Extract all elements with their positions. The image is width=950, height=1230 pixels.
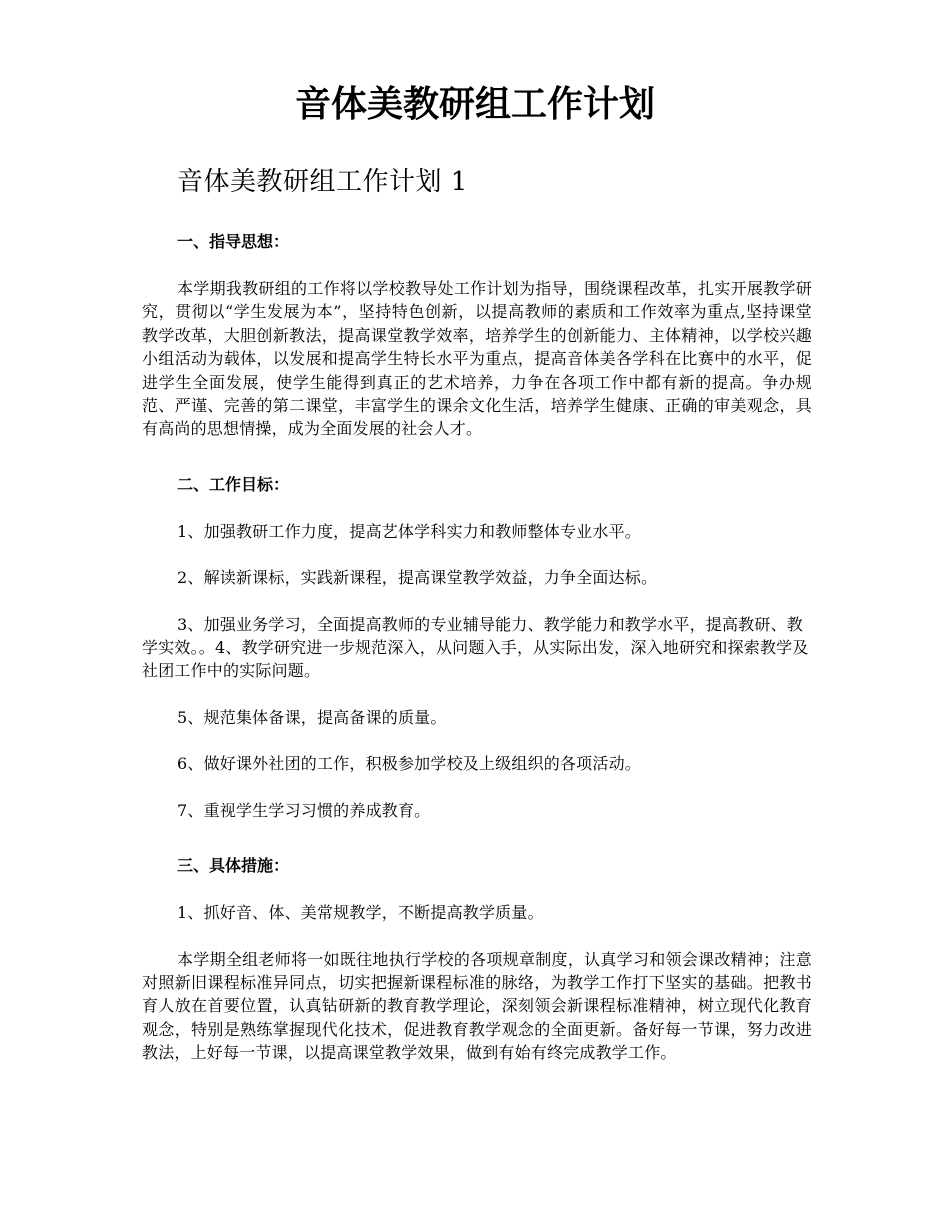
measures-paragraph: 本学期全组老师将一如既往地执行学校的各项规章制度，认真学习和领会课改精神；注意对照新旧课程标准异同点，切实把握新课程标准的脉络，为教学工作打下坚实的基础。把教书育人放在首要位置，认真钻研新的教育教学理论，深刻领会新课程标准精神，树立现代化教育观念，特别是熟练掌握现代化技术，促进教育教学观念的全面更新。备好每一节课，努力改进教法，上好每一节课，以提高课堂教学效果，做到有始有终完成教学工作。 — [142, 949, 812, 1063]
document-body — [142, 162, 812, 1065]
goal-item-3: 3、加强业务学习，全面提高教师的专业辅导能力、教学能力和教学水平，提高教研、教学实效。。4、教学研究进一步规范深入，从问题入手，从实际出发，深入地研究和探索教学及社团工作中的实际问题。 — [142, 614, 809, 681]
goal-item-6: 6、做好课外社团的工作，积极参加学校及上级组织的各项活动。 — [177, 754, 641, 774]
section-heading-measures: 三、具体措施： — [177, 856, 290, 876]
section-heading-guiding-ideology: 一、指导思想： — [177, 232, 290, 251]
goal-item-5: 5、规范集体备课，提高备课的质量。 — [177, 707, 447, 727]
goal-item-7: 7、重视学生学习习惯的养成教育。 — [177, 800, 431, 820]
document-title: 音体美教研组工作计划 — [294, 83, 655, 125]
goal-item-1: 1、加强教研工作力度，提高艺体学科实力和教师整体专业水平。 — [177, 521, 641, 541]
plan-subtitle: 音体美教研组工作计划 1 — [177, 167, 468, 197]
goal-item-2: 2、解读新课标，实践新课程，提高课堂教学效益，力争全面达标。 — [177, 568, 658, 588]
measure-item-1: 1、抓好音、体、美常规教学，不断提高教学质量。 — [177, 903, 544, 923]
guiding-ideology-paragraph: 本学期我教研组的工作将以学校教导处工作计划为指导，围绕课程改革，扎实开展教学研究，贯彻以“学生发展为本”，坚持特色创新，以提高教师的素质和工作效率为重点,坚持课堂教学改革，大胆创新教法，提高课堂教学效率，培养学生的创新能力、主体精神，以学校兴趣小组活动为载体，以发展和提高学生特长水平为重点，提高音体美各学科在比赛中的水平，促进学生全面发展，使学生能得到真正的艺术培养，力争在各项工作中都有新的提高。争办规范、严谨、完善的第二课堂，丰富学生的课余文化生活，培养学生健康、正确的审美观念，具有高尚的思想情操，成为全面发展的社会人才。 — [142, 279, 812, 439]
section-heading-work-goals: 二、工作目标： — [177, 474, 290, 494]
